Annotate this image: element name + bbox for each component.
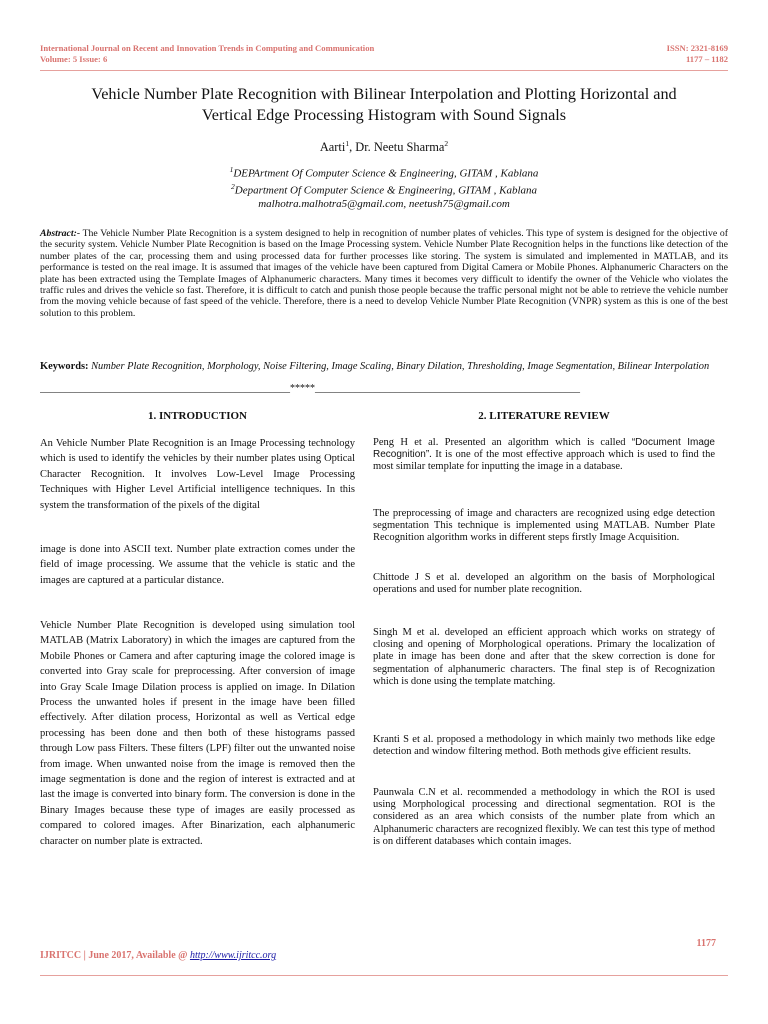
author-2: Dr. Neetu Sharma [355,140,445,155]
intro-paragraph-3 [40,618,355,849]
review-p4: Singh M et al. developed an efficient approach which works on strategy of closing and opening of Morphological operations. Primary the localization of plate in image has been done and after that the skew correction is done for segmentation of alphanumeric characters. The final step is of Recognization which is done using the template matching. [373,627,715,687]
section-literature-heading: 2. LITERATURE REVIEW [478,410,610,422]
section-introduction-heading: 1. INTRODUCTION [147,410,247,422]
review-p5: Kranti S et al. proposed a methodology in which mainly two methods like edge detection and window filtering method. Both methods give efficient results. [373,734,715,758]
author-emails: malhotra.malhotra5@gmail.com, neetush75@gmail.com [258,198,510,210]
review-paragraph-5 [373,734,715,758]
footer-rule [40,975,728,976]
author-1-sup: 1 [345,139,350,148]
intro-paragraph-2 [40,542,355,588]
review-p1-a: Peng H et al. Presented an algorithm which is called [373,437,632,448]
authors [0,139,768,155]
abstract [40,228,728,319]
affiliation-2-sup: 2 [231,182,235,191]
issn-header [667,43,728,65]
intro-p3: Vehicle Number Plate Recognition is developed using simulation tool MATLAB (Matrix Laboratory) in which the images are captured from the Mobile Phones or Camera and after capturing image the colored image is converted into Gray scale for preprocessing. After conversion of image into Gray Scale Image Dilation process is applied on image. In Dilation Process the unwanted holes if present in the image have been filled effectively. After dilation process, Horizontal as well as Vertical edge processing has been done and then both of these histograms passed through Low pass Filters. These filters (LPF) filter out the unwanted noise from image. When unwanted noise from the image is removed then the image segmentation is done and the region of interest is extracted and at last the image is converted into binary form. The conversion is done in the Binary Images because these type of images are easily processed as compared to colored images. After Binarization, each alphanumeric character on number plate is extracted. [40,620,355,847]
footer-link[interactable]: http://www.ijritcc.org [189,950,277,961]
review-p1-quote: “Document Image Recognition” [373,437,715,461]
review-p3: Chittode J S et al. developed an algorithm on the basis of Morphological operations and used for number plate recognition. [373,572,715,596]
page-number: 1177 [696,938,716,949]
issn: ISSN: 2321-8169 [666,43,728,53]
author-2-sup: 2 [444,139,449,148]
affiliation-2-text: Department Of Computer Science & Engineering, GITAM , Kablana [234,184,537,197]
review-p1-b: . It is one of the most effective approach which is used to find the most similar template for inputting the image in a database. [373,449,715,473]
abstract-label: Abstract:- [40,228,81,239]
footer-text: IJRITCC | June 2017, Available @ [40,950,190,961]
review-paragraph-2 [373,508,715,545]
section-separator: __________________________________________________*****_____________________________________________________ [40,384,580,394]
affiliation-1-sup: 1 [229,165,234,174]
abstract-text: The Vehicle Number Plate Recognition is a system designed to help in recognition of number plates of vehicles. This type of system is designed for the objective of the security system. Vehicle Number Plate Recognition is based on the Image Processing system. Vehicle Number Plate Recognition helps in the functions like detection of the number plates of the car, processing them and using processed data for further processes like storing. The system is simulated and implemented in MATLAB, and its performance is tested on the real image. It is assumed that images of the vehicle have been captured from Digital Camera or Mobile Phones. Alphanumeric Characters on the plate has been extracted using the Template Images of Alphanumeric characters. Many times it becomes very difficult to identify the owner of the Vehicle who violates the traffic rules and drives the vehicle so fast. Therefore, it is difficult to catch and punish those people because the traffic personal might not be able to retrieve the vehicle number from the moving vehicle because of fast speed of the vehicle. Therefore, there is a need to develop Vehicle Number Plate Recognition (VNPR) system as this is one of the best solution to this problem. [40,228,728,319]
author-1: Aarti [319,140,346,155]
review-paragraph-4 [373,627,715,688]
keywords-label: Keywords: [40,361,89,372]
intro-p2: image is done into ASCII text. Number plate extraction comes under the field of image processing. We assume that the vehicle is static and the images are captured at a particular distance. [40,544,355,586]
keywords [40,361,728,373]
keywords-text: Number Plate Recognition, Morphology, Noise Filtering, Image Scaling, Binary Dilation, Thresholding, Image Segmentation, Bilinear Interpolation [88,361,710,372]
review-p6: Paunwala C.N et al. recommended a methodology in which the ROI is used using Morphological processing and directional segmentation. ROI is the considered as an area which consists of the number plate from which an Alphanumeric characters are recognized flexibly. We can test this type of method is on different databases which contain images. [373,787,715,847]
title-line-2: Vertical Edge Processing Histogram with Sound Signals [201,106,567,124]
page-range: 1177 – 1182 [685,54,728,64]
journal-volume: Volume: 5 Issue: 6 [40,54,108,64]
affiliation-2 [0,180,768,198]
author-sep: , [349,140,356,155]
affiliation-1 [0,163,768,181]
affiliation-1-text: DEPArtment Of Computer Science & Engineering, GITAM , Kablana [233,167,539,180]
intro-p1: An Vehicle Number Plate Recognition is an Image Processing technology which is used to identify the vehicles by their number plates using Optical Character Recognition. It involves Low-Level Image Processing Techniques with Higher Level Artificial intelligence techniques. In this system the transformation of the pixels of the digital [40,438,355,511]
footer [40,950,276,961]
paper-title [50,84,718,126]
journal-header [40,43,374,65]
review-paragraph-6 [373,787,715,848]
header-rule [40,70,728,71]
review-paragraph-3 [373,572,715,596]
journal-name: International Journal on Recent and Innovation Trends in Computing and Communication [40,43,375,53]
intro-paragraph-1 [40,436,355,513]
review-p2: The preprocessing of image and characters are recognized using edge detection segmentation This technique is implemented using MATLAB. Number Plate Recognition algorithm works in different steps firstly Image Acquisition. [373,508,715,544]
review-paragraph-1 [373,437,715,474]
title-line-1: Vehicle Number Plate Recognition with Bilinear Interpolation and Plotting Horizontal and [91,85,677,103]
